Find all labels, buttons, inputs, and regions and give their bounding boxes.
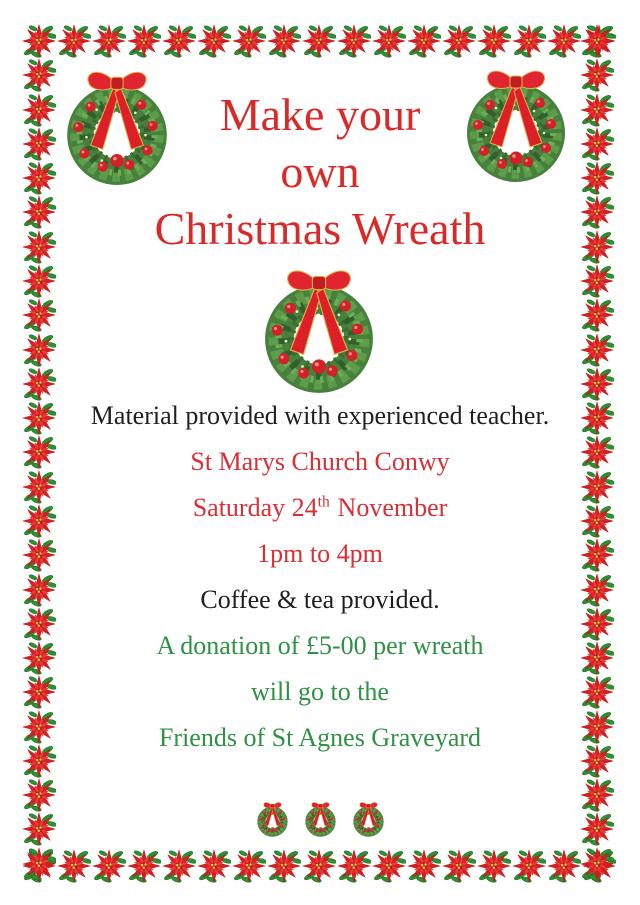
poinsettia-icon [512,849,546,883]
title-line-1: Make your [219,89,421,140]
poinsettia-icon [442,849,476,883]
poinsettia-icon [57,24,91,58]
poinsettia-border-top [22,24,616,58]
poinsettia-icon [407,849,441,883]
mini-wreath-icon [254,798,291,839]
poinsettia-icon [477,24,511,58]
poinsettia-icon [580,264,614,298]
donation-line-3: Friends of St Agnes Graveyard [158,723,482,752]
poinsettia-icon [477,849,511,883]
poinsettia-icon [22,264,56,298]
poinsettia-icon [372,24,406,58]
poinsettia-border-bottom [22,849,616,883]
poinsettia-icon [442,24,476,58]
poinsettia-icon [162,849,196,883]
poinsettia-icon [22,847,56,881]
title-line-2: own [280,146,360,197]
title-line-3: Christmas Wreath [154,203,486,254]
poinsettia-icon [512,24,546,58]
poinsettia-icon [302,849,336,883]
donation-line-1: A donation of £5-00 per wreath [156,631,484,660]
poinsettia-icon [580,333,614,367]
poinsettia-icon [22,333,56,367]
poinsettia-icon [547,24,581,58]
poinsettia-icon [407,24,441,58]
date-prefix: Saturday 24 [192,493,318,522]
poinsettia-icon [22,24,56,58]
poinsettia-icon [92,849,126,883]
date-suffix: November [337,493,448,522]
poinsettia-icon [337,849,371,883]
mini-wreath-icon [302,798,339,839]
poinsettia-icon [267,849,301,883]
poinsettia-icon [22,298,56,332]
poinsettia-icon [127,849,161,883]
time-line: 1pm to 4pm [257,539,383,568]
material-line: Material provided with experienced teacher. [90,401,550,430]
poinsettia-icon [547,849,581,883]
venue-line: St Marys Church Conwy [190,447,450,476]
mini-wreath-icon [350,798,387,839]
poinsettia-icon [580,847,614,881]
poinsettia-icon [337,24,371,58]
poinsettia-icon [302,24,336,58]
poinsettia-icon [267,24,301,58]
poinsettia-icon [372,849,406,883]
flyer-details [0,393,640,761]
poinsettia-icon [232,849,266,883]
date-line [0,485,640,531]
poinsettia-icon [162,24,196,58]
poinsettia-icon [57,849,91,883]
mini-wreath-row [0,798,640,839]
poinsettia-icon [127,24,161,58]
wreath-image-center [250,262,388,394]
date-ordinal: th [317,493,330,511]
flyer-title [0,86,640,257]
poinsettia-icon [580,24,614,58]
donation-line-2: will go to the [251,677,389,706]
poinsettia-icon [92,24,126,58]
refreshments-line: Coffee & tea provided. [200,585,440,614]
poinsettia-icon [197,849,231,883]
poinsettia-icon [197,24,231,58]
poinsettia-icon [232,24,266,58]
poinsettia-icon [580,298,614,332]
